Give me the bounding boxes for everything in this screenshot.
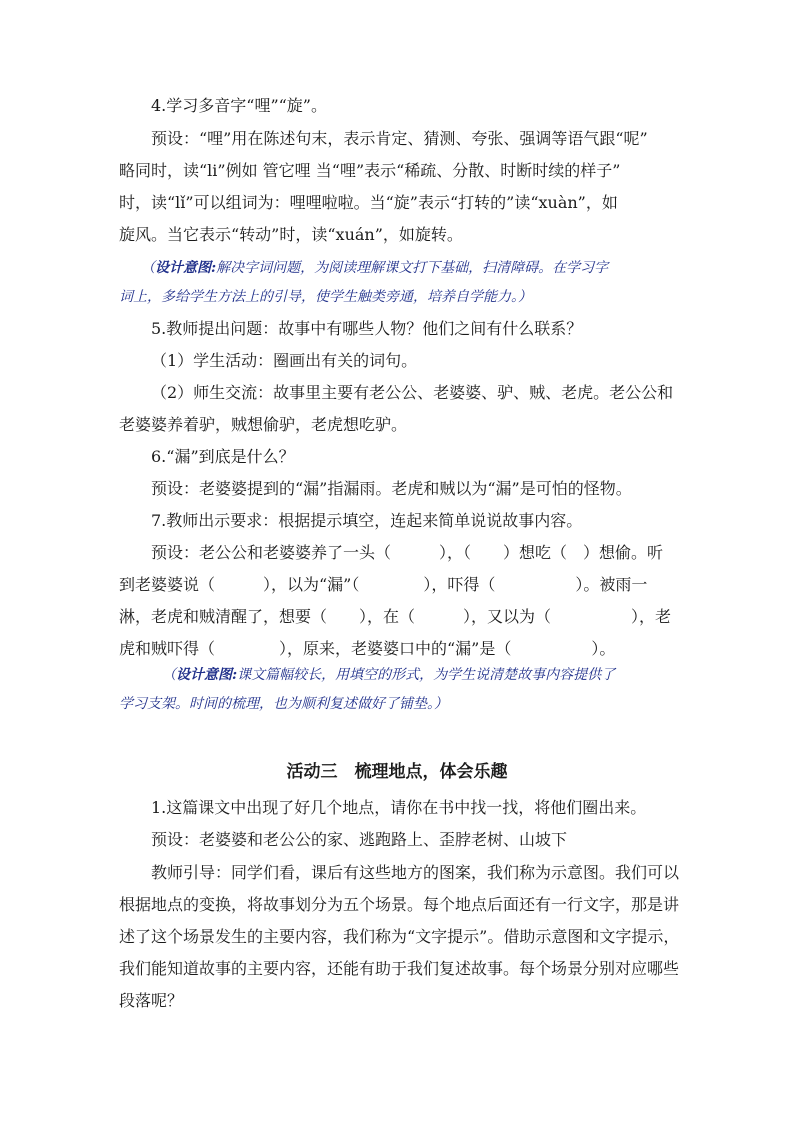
design-note-text: 课文篇幅较长，用填空的形式，为学生说清楚故事内容提供了 [237,667,616,683]
design-note-label: 设计意图: [176,667,238,683]
design-note: （设计意图:解决字词问题，为阅读理解课文打下基础，扫清障碍。在学习字 [141,260,609,276]
paragraph-line: 述了这个场景发生的主要内容，我们称为“文字提示”。借助示意图和文字提示， [119,927,680,946]
paragraph-line: 5.教师提出问题：故事中有哪些人物？他们之间有什么联系？ [151,319,583,338]
paragraph-line: 4.学习多音字“哩”“旋”。 [151,96,327,115]
paragraph-line: 旋风。当它表示“转动”时，读“xuán”，如旋转。 [119,225,463,244]
paragraph-line: 我们能知道故事的主要内容，还能有助于我们复述故事。每个场景分别对应哪些 [119,959,680,978]
paragraph-line: 1.这篇课文中出现了好几个地点，请你在书中找一找，将他们圈出来。 [151,798,647,817]
paragraph-line: 虎和贼吓得（ ），原来，老婆婆口中的“漏”是（ ）。 [119,639,616,658]
paragraph-line: 段落呢？ [119,991,184,1010]
paragraph-line: 6.“漏”到底是什么？ [151,447,295,466]
design-note-continued: 学习支架。时间的梳理，也为顺利复述做好了铺垫。） [119,696,448,712]
paragraph-line: 淋，老虎和贼清醒了，想要（ ），在（ ），又以为（ ），老 [119,607,672,626]
paragraph-line: 老婆婆养着驴，贼想偷驴，老虎想吃驴。 [119,415,408,434]
paragraph-line: 时，读“lǐ”可以组词为：哩哩啦啦。当“旋”表示“打转的”读“xuàn”，如 [119,193,618,212]
paragraph-line: 7.教师出示要求：根据提示填空，连起来简单说说故事内容。 [151,511,583,530]
paragraph-line: 预设：老婆婆提到的“漏”指漏雨。老虎和贼以为“漏”是可怕的怪物。 [151,479,632,498]
design-note: （设计意图:课文篇幅较长，用填空的形式，为学生说清楚故事内容提供了 [162,667,616,683]
paragraph-line: （2）师生交流：故事里主要有老公公、老婆婆、驴、贼、老虎。老公公和 [151,383,674,402]
design-note-label: 设计意图: [155,260,217,276]
paragraph-line: 预设：老公公和老婆婆养了一头（ ），（ ）想吃（ ）想偷。听 [151,543,664,562]
design-note-continued: 词上，多给学生方法上的引导，使学生触类旁通，培养自学能力。） [119,289,532,305]
design-note-text: 解决字词问题，为阅读理解课文打下基础，扫清障碍。在学习字 [216,260,609,276]
paragraph-line: 到老婆婆说（ ），以为“漏”（ ），吓得（ ）。被雨一 [119,575,648,594]
paragraph-line: （1）学生活动：圈画出有关的词句。 [151,351,418,370]
paragraph-line: 预设：老婆婆和老公公的家、逃跑路上、歪脖老树、山坡下 [151,830,568,849]
section-heading: 活动三 梳理地点，体会乐趣 [286,762,508,782]
paragraph-line: 教师引导：同学们看，课后有这些地方的图案，我们称为示意图。我们可以 [151,863,680,882]
paragraph-line: 预设：“哩”用在陈述句末，表示肯定、猜测、夸张、强调等语气跟“呢” [151,129,648,148]
paragraph-line: 根据地点的变换，将故事划分为五个场景。每个地点后面还有一行文字，那是讲 [119,895,680,914]
paragraph-line: 略同时，读“li”例如 管它哩 当“哩”表示“稀疏、分散、时断时续的样子” [119,161,621,180]
